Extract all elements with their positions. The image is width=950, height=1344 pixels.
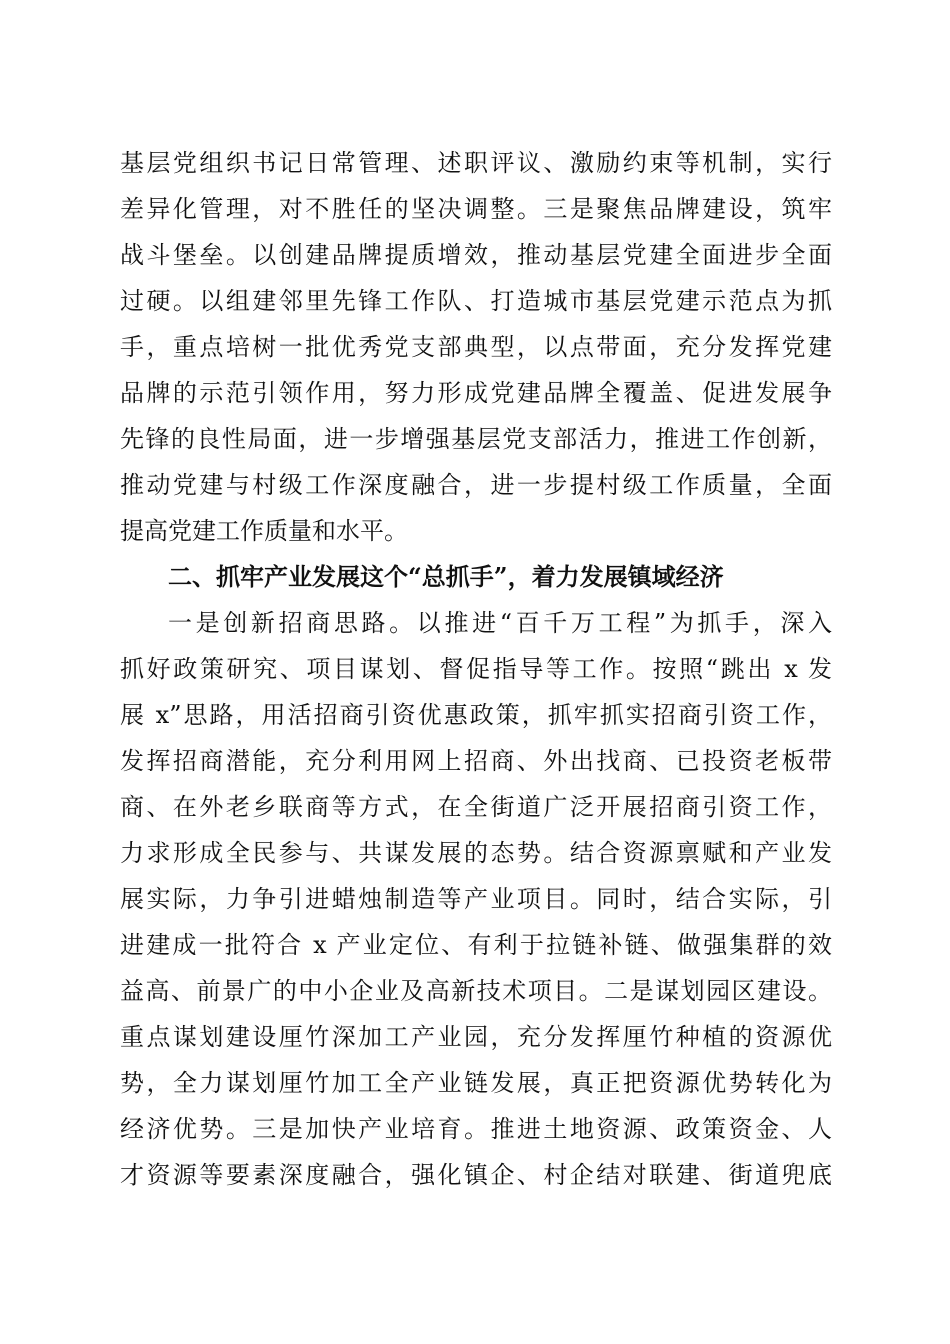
body-text-line: 势，全力谋划厘竹加工全产业链发展，真正把资源优势转化为 [120, 1069, 832, 1097]
body-text-line: 战斗堡垒。以创建品牌提质增效，推动基层党建全面进步全面 [120, 241, 832, 269]
body-text-line: 过硬。以组建邻里先锋工作队、打造城市基层党建示范点为抓 [120, 287, 832, 315]
body-text-line: 展 x”思路，用活招商引资优惠政策，抓牢抓实招商引资工作， [120, 701, 832, 729]
body-text-line: 商、在外老乡联商等方式，在全街道广泛开展招商引资工作， [120, 793, 832, 821]
body-text-line: 差异化管理，对不胜任的坚决调整。三是聚焦品牌建设，筑牢 [120, 195, 832, 223]
body-text-line: 益高、前景广的中小企业及高新技术项目。二是谋划园区建设。 [120, 977, 832, 1005]
section-heading: 二、抓牢产业发展这个“总抓手”，着力发展镇域经济 [168, 562, 724, 591]
body-text-line: 推动党建与村级工作深度融合，进一步提村级工作质量，全面 [120, 471, 832, 499]
body-text-line: 手，重点培树一批优秀党支部典型，以点带面，充分发挥党建 [120, 333, 832, 361]
body-text-line: 一是创新招商思路。以推进“百千万工程”为抓手，深入 [168, 609, 832, 637]
body-text-line: 基层党组织书记日常管理、述职评议、激励约束等机制，实行 [120, 149, 832, 177]
body-text-line: 进建成一批符合 x 产业定位、有利于拉链补链、做强集群的效 [120, 931, 832, 959]
body-text-line: 发挥招商潜能，充分利用网上招商、外出找商、已投资老板带 [120, 747, 832, 775]
body-text-line: 重点谋划建设厘竹深加工产业园，充分发挥厘竹种植的资源优 [120, 1023, 832, 1051]
body-text-line: 经济优势。三是加快产业培育。推进土地资源、政策资金、人 [120, 1115, 832, 1143]
body-text-line: 先锋的良性局面，进一步增强基层党支部活力，推进工作创新， [120, 425, 832, 453]
body-text-line: 展实际，力争引进蜡烛制造等产业项目。同时，结合实际，引 [120, 885, 832, 913]
body-text-line: 品牌的示范引领作用，努力形成党建品牌全覆盖、促进发展争 [120, 379, 832, 407]
body-text-line: 才资源等要素深度融合，强化镇企、村企结对联建、街道兜底 [120, 1161, 832, 1189]
body-text-line: 提高党建工作质量和水平。 [120, 517, 408, 545]
body-text-line: 抓好政策研究、项目谋划、督促指导等工作。按照“跳出 x 发 [120, 655, 832, 683]
body-text-line: 力求形成全民参与、共谋发展的态势。结合资源禀赋和产业发 [120, 839, 832, 867]
